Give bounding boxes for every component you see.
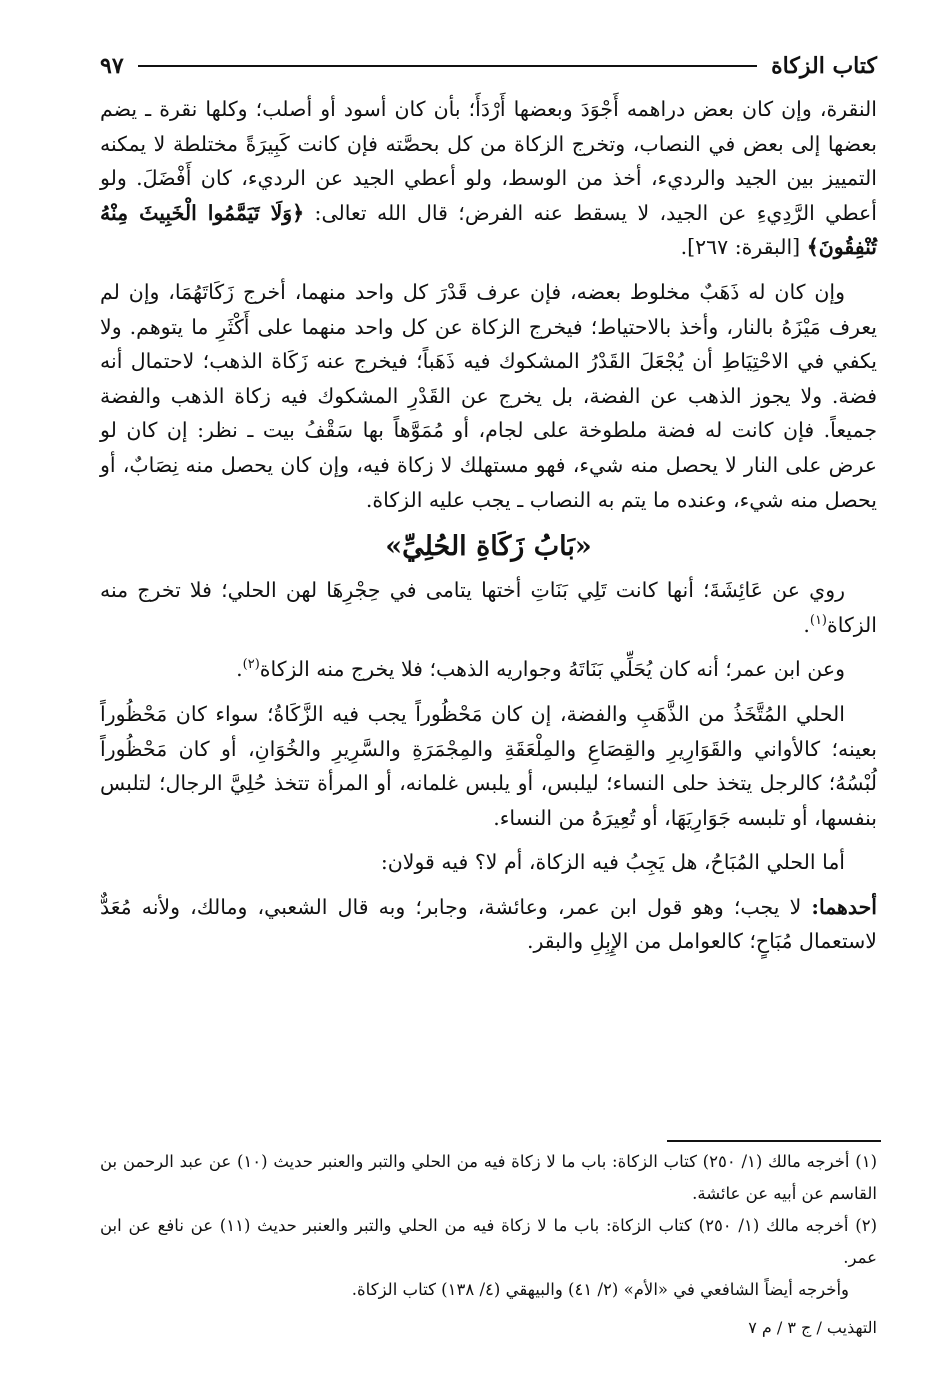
running-head: [100, 46, 877, 86]
footnote-2: (٢) أخرجه مالك (١/ ٢٥٠) كتاب الزكاة: باب ما لا زكاة فيه من الحلي والتبر والعنبر حديث (١١) عن نافع عن ابن عمر.: [100, 1216, 877, 1267]
running-title: كتاب الزكاة: [771, 53, 877, 79]
quran-quote: ﴿وَلَا تَيَمَّمُوا الْخَبِيثَ مِنْهُ تُنْفِقُونَ﴾: [100, 200, 877, 260]
footnote-rule: [667, 1140, 881, 1142]
paragraph-3-end: .: [803, 612, 810, 637]
footnote-2-extra: وأخرجه أيضاً الشافعي في «الأم» (٢/ ٤١) والبيهقي (٤/ ١٣٨) كتاب الزكاة.: [351, 1280, 849, 1299]
paragraph-4-end: .: [236, 657, 243, 682]
footnote-ref-2[interactable]: (٢): [242, 657, 260, 673]
paragraph-5: الحلي المُتَّخَذُ من الذَّهَبِ والفضة، إن كان مَحْظُوراً يجب فيه الزَّكَاةُ؛ سواء كان مَحْظُوراً بعينه؛ كالأواني والقَوَارِيرِ والقِصَاعِ والمِلْعَقَةِ والمِجْمَرَةِ والسَّرِيرِ والخُوَانِ، أو كان مَحْظُوراً لُبْسُهُ؛ كالرجل يتخذ حلى النساء؛ ليلبس، أو يلبس غلمانه، أو المرأة تتخذ حُلِيَّ الرجال؛ لتلبس بنفسها، أو تلبسه جَوَارِيَهَا، أو تُعِيرَهُ من النساء.: [100, 701, 877, 830]
paragraph-7: [100, 890, 877, 959]
paragraph-2: وإن كان له ذَهَبٌ مخلوط بعضه، فإن عرف قَدْرَ كل واحد منهما، أخرج زَكَاتَهُمَا، وإن لم يعرف مَيْزَهُ بالنار، وأخذ بالاحتياط؛ فيخرج الزكاة عن كل واحد منهما على أَكْثَرِ ما يتوهم. ولا يكفي في الاحْتِيَاطِ أن يُجْعَلَ القَدْرُ المشكوك فيه ذَهَباً؛ فيخرج عنه زَكَاة الذهب؛ لاحتمال أنه فضة. ولا يجوز الذهب عن الفضة، بل يخرج عن القَدْرِ المشكوك فيه زكاة الذهب والفضة جميعاً. فإن كانت له فضة ملطوخة على لجام، أو مُمَوَّهاً بها سَقْفُ بيت ـ نظر: إن كان لو عرض على النار لا يحصل منه شيء، فهو مستهلك لا زكاة فيه، وإن كان يحصل منه نِصَابٌ، أو يحصل منه شيء، وعنده ما يتم به النصاب ـ يجب عليه الزكاة.: [100, 279, 877, 512]
chapter-heading: «بَابُ زَكَاةِ الحُلِيِّ»: [385, 531, 592, 563]
paragraph-4: [100, 652, 877, 687]
printer-signature: التهذيب / ج ٣ / م ٧: [748, 1318, 877, 1337]
footnote-1: (١) أخرجه مالك (١/ ٢٥٠) كتاب الزكاة: باب ما لا زكاة فيه من الحلي والتبر والعنبر حديث (١٠) عن عبد الرحمن بن القاسم عن أبيه عن عائشة.: [100, 1152, 877, 1203]
header-rule: [138, 65, 758, 67]
paragraph-7-lead: أحدهما:: [811, 894, 877, 919]
footnotes: [100, 1146, 877, 1306]
paragraph-3-text: روي عن عَائِشَةَ؛ أنها كانت تَلِي بَنَاتِ أختها يتامى في حِجْرِهَا لهن الحلي؛ فلا تخرج منه الزكاة: [100, 578, 877, 637]
footnote-ref-1[interactable]: (١): [809, 612, 827, 628]
page-number: ٩٧: [100, 53, 124, 79]
main-text: [100, 92, 877, 969]
paragraph-1-text: النقرة، وإن كان بعض دراهمه أَجْوَدَ وبعضها أَرْدَأَ؛ بأن كان أسود أو أصلب؛ وكلها نقرة ـ يضم بعضها إلى بعض في النصاب، وتخرج الزكاة من كل بحصَّته فإن كانت كَبِيرَةً مختلطة لا يمكنه التمييز بين الجيد والرديء، أخذ من الوسط، ولو أعطي الجيد عن الرديء، كان أَفْضَلَ. ولو أعطي الرَّدِيءِ عن الجيد، لا يسقط عنه الفرض؛ قال الله تعالى:: [100, 97, 877, 225]
paragraph-6: أما الحلي المُبَاحُ، هل يَجِبُ فيه الزكاة، أم لا؟ فيه قولان:: [380, 850, 845, 875]
paragraph-7-text: لا يجب؛ وهو قول ابن عمر، وعائشة، وجابر؛ وبه قال الشعبي، ومالك، ولأنه مُعَدٌّ لاستعمال مُبَاحٍ؛ كالعوامل من الإِبِلِ والبقر.: [100, 894, 877, 954]
paragraph-4-text: وعن ابن عمر؛ أنه كان يُحَلِّي بَنَاتَهُ وجواريه الذهب؛ فلا يخرج منه الزكاة: [259, 657, 845, 682]
quran-reference: [البقرة: ٢٦٧].: [680, 235, 801, 260]
paragraph-3: [100, 573, 877, 642]
paragraph-1: [100, 92, 877, 265]
